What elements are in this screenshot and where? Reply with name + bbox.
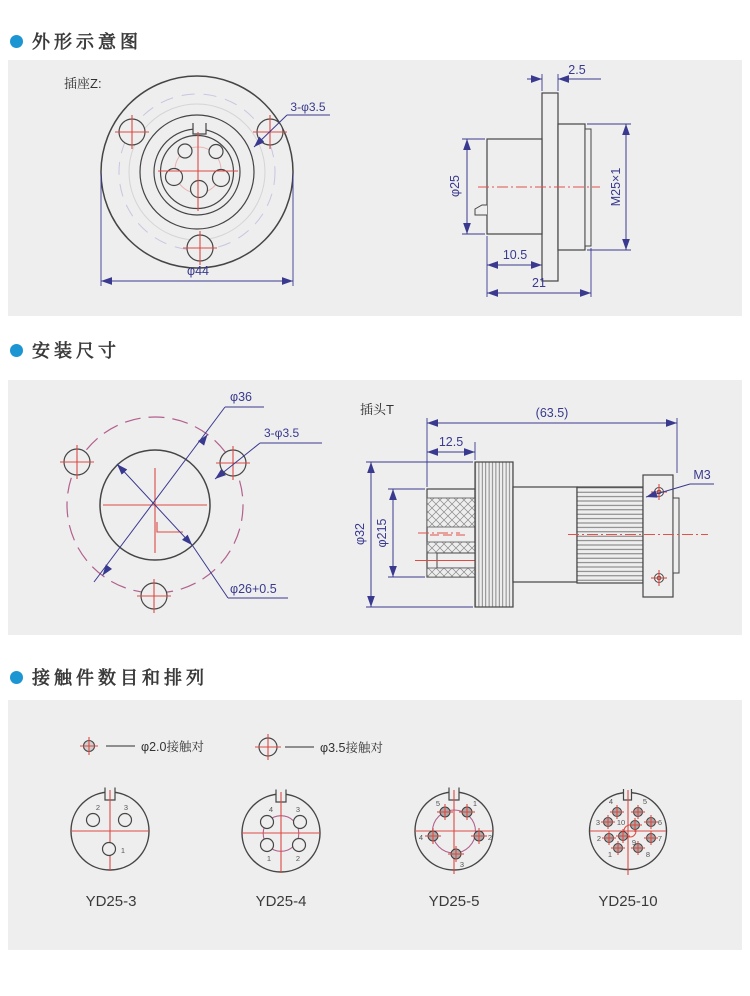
- face-name: YD25-4: [255, 893, 307, 910]
- mounting-drawing: [8, 380, 742, 635]
- dim-label-body-dia: φ25: [448, 174, 462, 198]
- pin-label: 7: [657, 834, 663, 843]
- face-name: YD25-5: [428, 893, 480, 910]
- legend-label: φ2.0接触对: [141, 740, 204, 754]
- pin-label: 4: [608, 797, 614, 806]
- dim-label-thread-spec: M25×1: [609, 167, 623, 207]
- phi35-contact-symbol: [255, 734, 281, 760]
- dim-label-flange-thickness: 2.5: [568, 63, 586, 77]
- pin-label: 9: [631, 838, 637, 847]
- face-yd25-3: [71, 788, 149, 911]
- pin-label: 2: [487, 833, 493, 842]
- face-name: YD25-10: [598, 893, 658, 910]
- contacts-drawing: [8, 700, 742, 950]
- section-header-mounting: [10, 337, 120, 363]
- socket-label: 插座Z:: [64, 76, 102, 91]
- pin-label: 1: [266, 854, 272, 863]
- mounting-panel: [8, 380, 742, 635]
- pin-label: 4: [268, 805, 274, 814]
- socket-front-view: [64, 76, 330, 286]
- plug-label: 插头T: [360, 402, 394, 417]
- dim-label-flange-dia: φ44: [186, 264, 210, 278]
- pin-label: 3: [123, 803, 129, 812]
- pin-label: 3: [459, 860, 465, 869]
- dim-label-total: (63.5): [535, 406, 569, 420]
- pin-label: 1: [607, 850, 613, 859]
- pin-label: 6: [657, 818, 663, 827]
- face-name: YD25-3: [85, 893, 137, 910]
- dim-label-inner-dia: φ215: [375, 518, 389, 548]
- mounting-hole: [216, 446, 250, 480]
- face-yd25-10: [590, 789, 667, 910]
- dim-label-screw: M3: [693, 468, 711, 482]
- plug-side-view: [353, 402, 714, 607]
- mounting-hole: [60, 445, 94, 479]
- pin-label: 3: [595, 818, 601, 827]
- dim-label-clamp: 12.5: [438, 435, 464, 449]
- mounting-hole: [183, 231, 217, 265]
- mounting-hole-pattern: [60, 390, 322, 613]
- pin-label: 2: [95, 803, 101, 812]
- mounting-hole: [137, 579, 171, 613]
- dim-label-bolt-circle: φ36: [230, 390, 253, 404]
- legend-label: φ3.5接触对: [320, 741, 383, 755]
- face-yd25-5: [415, 788, 493, 911]
- socket-side-view: [448, 63, 631, 297]
- section-header-contacts: [10, 664, 208, 690]
- section-title: 外形示意图: [32, 32, 142, 52]
- pin-label: 3: [295, 805, 301, 814]
- contact-legend: [80, 734, 383, 760]
- section-header-outline: [10, 28, 142, 54]
- pin-label: 2: [596, 834, 602, 843]
- outline-drawing: [8, 60, 742, 316]
- pin-label: 1: [472, 799, 478, 808]
- dim-label-total-length: 21: [532, 276, 546, 290]
- section-bullet-icon: [10, 671, 23, 684]
- pin-label: 2: [295, 854, 301, 863]
- section-bullet-icon: [10, 35, 23, 48]
- phi2-contact-symbol: [80, 737, 98, 755]
- dim-label-panel-hole: φ26+0.5: [230, 582, 277, 596]
- dim-label-rear-length: 10.5: [502, 248, 528, 262]
- pin-label: 4: [418, 833, 424, 842]
- contacts-panel: [8, 700, 742, 950]
- pin-label: 1: [120, 846, 126, 855]
- dim-label-holes: 3-φ3.5: [290, 100, 326, 114]
- outline-panel: [8, 60, 742, 316]
- pin-label: 8: [645, 850, 651, 859]
- section-title: 接触件数目和排列: [32, 668, 208, 688]
- section-bullet-icon: [10, 344, 23, 357]
- section-title: 安装尺寸: [32, 341, 120, 361]
- pin-label: 10: [616, 818, 626, 827]
- mounting-hole: [115, 115, 149, 149]
- pin-label: 5: [435, 799, 441, 808]
- dim-label-outer-dia: φ32: [353, 522, 367, 546]
- dim-label-holes: 3-φ3.5: [264, 426, 300, 440]
- face-yd25-4: [242, 790, 320, 911]
- pin-label: 5: [642, 797, 648, 806]
